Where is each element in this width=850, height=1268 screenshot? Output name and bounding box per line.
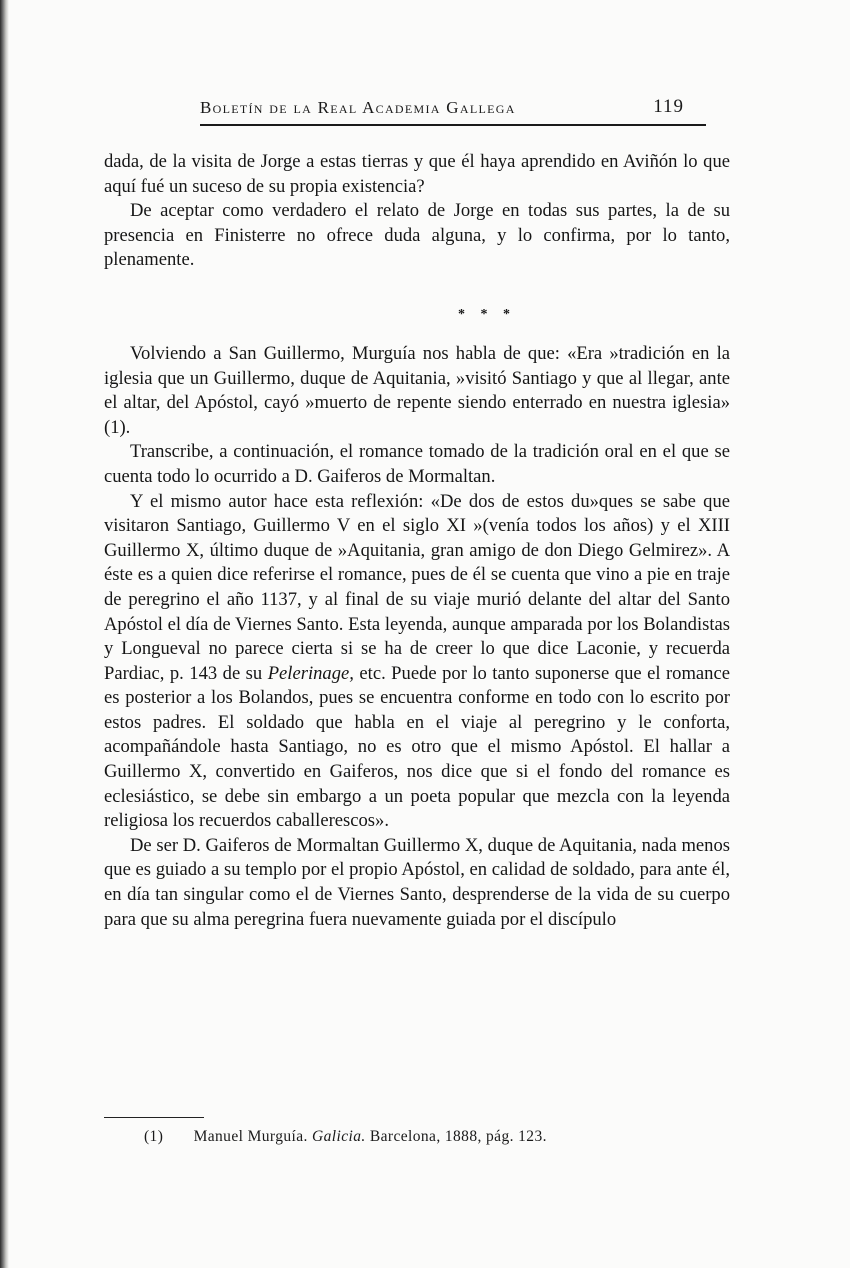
paragraph-2: De aceptar como verdadero el relato de Jorge en todas sus partes, la de su presencia en Finisterre no ofrece duda alguna, y lo confirma, por lo tanto, plenamente. <box>104 200 730 271</box>
paragraph-5-text-a: Y el mismo autor hace esta reflexión: «De dos de estos du»ques se sabe que visitaron Santiago, Guillermo V en el siglo XI »(venía todos los años) y el XIII Guillermo X, último duque de »Aquitania, gran amigo de don Diego Gelmirez». A éste es a quien dice referirse el romance, pues de él se cuenta que vino a pie en traje de peregrino el año 1137, y al final de su viaje murió delante del altar del Santo Apóstol el día de Viernes Santo. Esta leyenda, aunque amparada por los Bolandistas y Longueval no parece cierta si se ha de creer lo que dice Laconie, y recuerda Pardiac, p. 143 de su <box>104 490 730 684</box>
section-separator: * * * <box>458 306 516 322</box>
footnote-author: Manuel Murguía. <box>193 1128 308 1145</box>
footnote-details: Barcelona, 1888, pág. 123. <box>369 1128 547 1145</box>
paragraph-1: dada, de la visita de Jorge a estas tierras y que él haya aprendido en Aviñón lo que aquí fué un suceso de su propia existencia? <box>104 151 730 197</box>
footnote-work: Galicia. <box>312 1128 366 1145</box>
page-header <box>200 98 706 126</box>
page-number: 119 <box>653 96 684 117</box>
footnote-rule <box>104 1117 204 1118</box>
paragraph-5-italic-title: Pelerinage, <box>267 662 354 684</box>
page-binding-edge <box>0 0 9 1268</box>
paragraph-5 <box>104 490 730 834</box>
running-title: Boletín de la Real Academia Gallega <box>200 98 516 117</box>
paragraph-6: De ser D. Gaiferos de Mormaltan Guillermo X, duque de Aquitania, nada menos que es guiado a su templo por el propio Apóstol, en calidad de soldado, para ante él, en día tan singular como el de Viernes Santo, desprenderse de la vida de su cuerpo para que su alma peregrina fuera nuevamente guiada por el discípulo <box>104 834 730 930</box>
paragraph-3: Volviendo a San Guillermo, Murguía nos habla de que: «Era »tradición en la iglesia que un Guillermo, duque de Aquitania, »visitó Santiago y que al llegar, ante el altar, del Apóstol, cayó »muerto de repente siendo enterrado en nuestra iglesia» (1). <box>104 342 730 438</box>
main-text <box>104 150 730 932</box>
footnote-mark: (1) <box>144 1128 164 1145</box>
paragraph-4: Transcribe, a continuación, el romance tomado de la tradición oral en el que se cuenta todo lo ocurrido a D. Gaiferos de Mormaltan. <box>104 441 730 487</box>
footnote <box>144 1128 547 1146</box>
paragraph-5-text-b: etc. Puede por lo tanto suponerse que el romance es posterior a los Bolandos, pues se encuentra conforme en todo con lo escrito por estos padres. El soldado que habla en el viaje al peregrino y le conforta, acompañándole hasta Santiago, no es otro que el mismo Apóstol. El hallar a Guillermo X, convertido en Gaiferos, nos dice que si el fondo del romance es eclesiástico, se debe sin embargo a un poeta popular que mezcla con la leyenda religiosa los recuerdos caballerescos». <box>104 662 730 832</box>
